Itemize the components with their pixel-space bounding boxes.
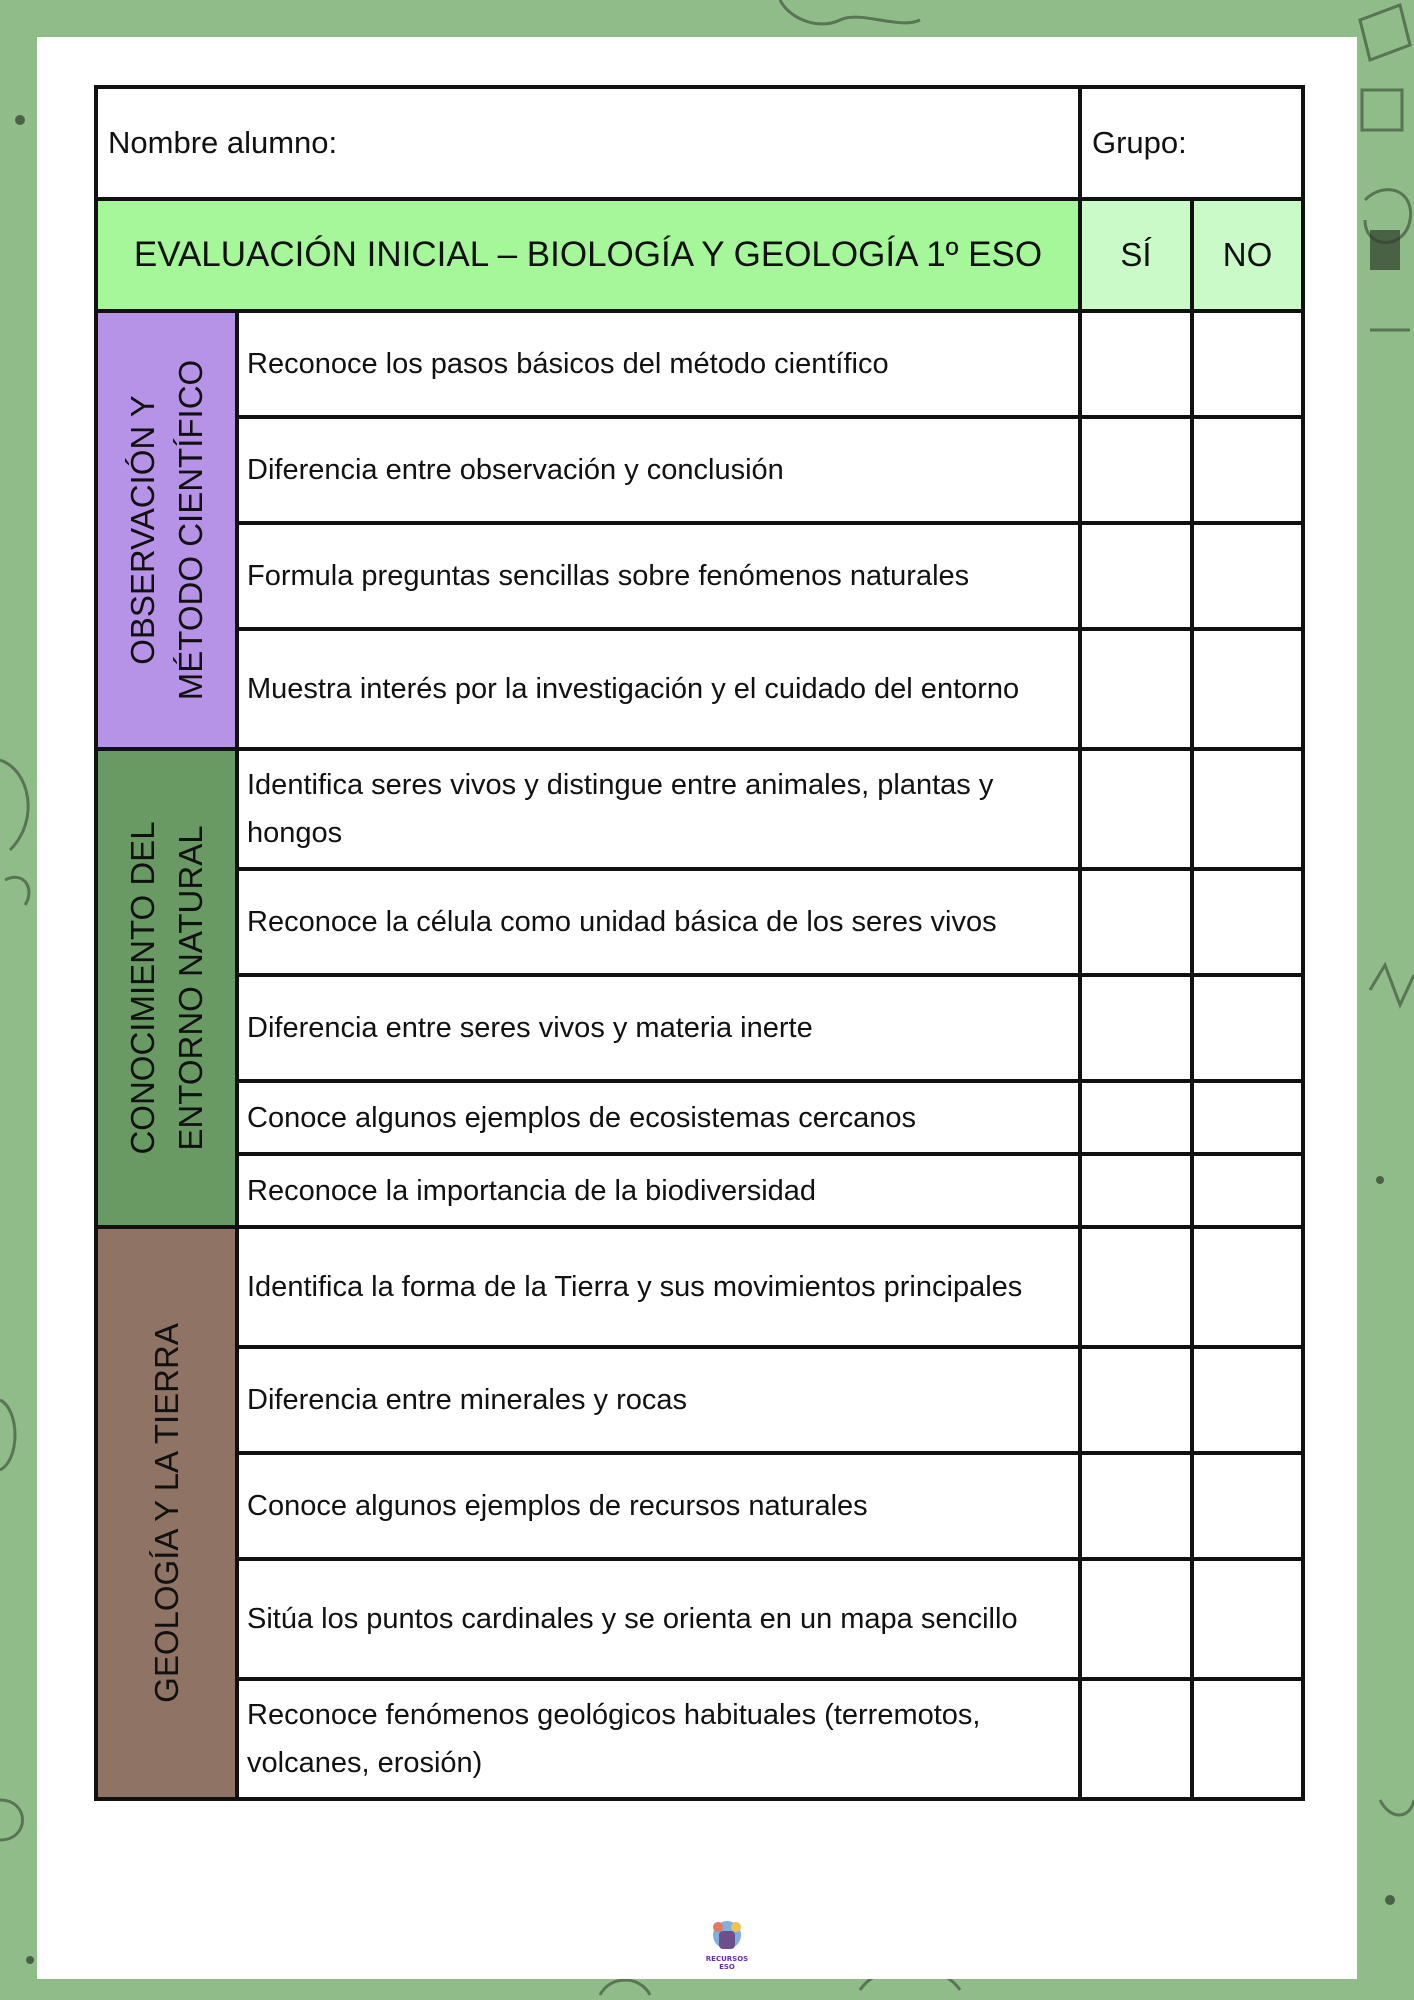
yes-checkbox-cell[interactable] xyxy=(1080,311,1192,417)
category-label-cell xyxy=(96,749,237,1227)
yes-checkbox-cell[interactable] xyxy=(1080,1227,1192,1347)
no-checkbox-cell[interactable] xyxy=(1192,749,1303,869)
criterion-row xyxy=(96,1559,1303,1679)
criterion-text: Identifica la forma de la Tierra y sus movimientos principales xyxy=(237,1227,1080,1347)
category-label-line1: GEOLOGÍA Y LA TIERRA xyxy=(147,1323,185,1703)
yes-checkbox-cell[interactable] xyxy=(1080,523,1192,629)
criterion-text: Conoce algunos ejemplos de ecosistemas cercanos xyxy=(237,1081,1080,1154)
yes-checkbox-cell[interactable] xyxy=(1080,1347,1192,1453)
criterion-row xyxy=(96,629,1303,749)
no-checkbox-cell[interactable] xyxy=(1192,975,1303,1081)
yes-checkbox-cell[interactable] xyxy=(1080,629,1192,749)
criterion-text: Muestra interés por la investigación y el cuidado del entorno xyxy=(237,629,1080,749)
criterion-text: Reconoce los pasos básicos del método científico xyxy=(237,311,1080,417)
criterion-text: Diferencia entre seres vivos y materia inerte xyxy=(237,975,1080,1081)
criterion-row xyxy=(96,1453,1303,1559)
yes-checkbox-cell[interactable] xyxy=(1080,1081,1192,1154)
category-label-line2: MÉTODO CIENTÍFICO xyxy=(171,359,209,701)
criterion-text: Identifica seres vivos y distingue entre animales, plantas y hongos xyxy=(237,749,1080,869)
no-checkbox-cell[interactable] xyxy=(1192,523,1303,629)
category-label-line2: ENTORNO NATURAL xyxy=(171,825,209,1151)
criterion-row xyxy=(96,311,1303,417)
criterion-row xyxy=(96,1081,1303,1154)
criterion-row xyxy=(96,523,1303,629)
group-label: Grupo: xyxy=(1092,125,1187,160)
svg-text:ESO: ESO xyxy=(719,1963,735,1971)
yes-column-header: SÍ xyxy=(1080,199,1192,311)
criterion-text: Reconoce la importancia de la biodiversidad xyxy=(237,1154,1080,1227)
no-checkbox-cell[interactable] xyxy=(1192,311,1303,417)
criterion-text: Reconoce la célula como unidad básica de los seres vivos xyxy=(237,869,1080,975)
criterion-row xyxy=(96,869,1303,975)
no-checkbox-cell[interactable] xyxy=(1192,1081,1303,1154)
category-label xyxy=(119,821,215,1154)
criterion-row xyxy=(96,1154,1303,1227)
recursos-eso-logo xyxy=(704,1917,750,1971)
no-checkbox-cell[interactable] xyxy=(1192,1227,1303,1347)
criterion-row xyxy=(96,975,1303,1081)
no-checkbox-cell[interactable] xyxy=(1192,629,1303,749)
yes-checkbox-cell[interactable] xyxy=(1080,749,1192,869)
category-label-cell xyxy=(96,311,237,749)
category-label xyxy=(143,1323,191,1703)
no-checkbox-cell[interactable] xyxy=(1192,1559,1303,1679)
yes-checkbox-cell[interactable] xyxy=(1080,1559,1192,1679)
criterion-text: Formula preguntas sencillas sobre fenómenos naturales xyxy=(237,523,1080,629)
yes-checkbox-cell[interactable] xyxy=(1080,417,1192,523)
student-name-label: Nombre alumno: xyxy=(108,125,338,160)
svg-text:RECURSOS: RECURSOS xyxy=(705,1955,749,1963)
criterion-text: Sitúa los puntos cardinales y se orienta en un mapa sencillo xyxy=(237,1559,1080,1679)
no-checkbox-cell[interactable] xyxy=(1192,869,1303,975)
no-checkbox-cell[interactable] xyxy=(1192,1679,1303,1799)
no-checkbox-cell[interactable] xyxy=(1192,1347,1303,1453)
criterion-row xyxy=(96,1227,1303,1347)
criterion-row xyxy=(96,1679,1303,1799)
category-label-cell xyxy=(96,1227,237,1799)
criterion-row xyxy=(96,1347,1303,1453)
criterion-text: Conoce algunos ejemplos de recursos naturales xyxy=(237,1453,1080,1559)
group-field[interactable] xyxy=(1080,87,1303,199)
no-checkbox-cell[interactable] xyxy=(1192,1154,1303,1227)
yes-checkbox-cell[interactable] xyxy=(1080,869,1192,975)
header-row xyxy=(96,87,1303,199)
criterion-row xyxy=(96,417,1303,523)
yes-checkbox-cell[interactable] xyxy=(1080,1154,1192,1227)
criterion-text: Reconoce fenómenos geológicos habituales (terremotos, volcanes, erosión) xyxy=(237,1679,1080,1799)
no-checkbox-cell[interactable] xyxy=(1192,1453,1303,1559)
criterion-text: Diferencia entre minerales y rocas xyxy=(237,1347,1080,1453)
no-column-header: NO xyxy=(1192,199,1303,311)
student-name-field[interactable] xyxy=(96,87,1080,199)
category-label-line1: CONOCIMIENTO DEL xyxy=(123,821,161,1155)
yes-checkbox-cell[interactable] xyxy=(1080,1453,1192,1559)
evaluation-title: EVALUACIÓN INICIAL – BIOLOGÍA Y GEOLOGÍA 1º ESO xyxy=(96,199,1080,311)
category-label-line1: OBSERVACIÓN Y xyxy=(123,395,161,665)
category-label xyxy=(119,360,215,700)
criterion-row xyxy=(96,749,1303,869)
yes-checkbox-cell[interactable] xyxy=(1080,1679,1192,1799)
no-checkbox-cell[interactable] xyxy=(1192,417,1303,523)
evaluation-table xyxy=(94,85,1305,1801)
title-row xyxy=(96,199,1303,311)
criterion-text: Diferencia entre observación y conclusión xyxy=(237,417,1080,523)
yes-checkbox-cell[interactable] xyxy=(1080,975,1192,1081)
